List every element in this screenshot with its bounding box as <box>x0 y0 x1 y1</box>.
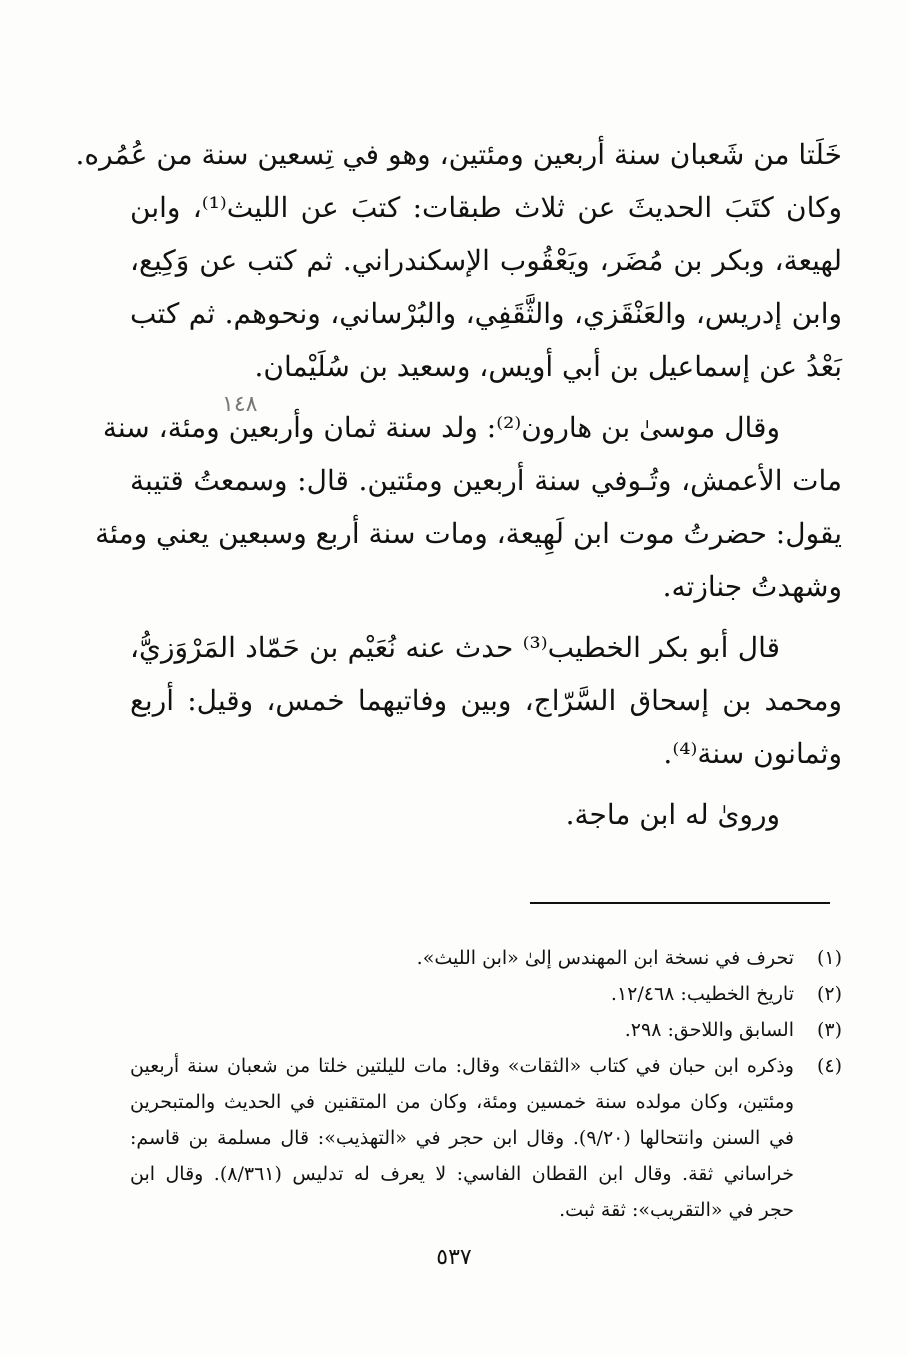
footnote-line: تحرف في نسخة ابن المهندس إلىٰ «ابن الليث». <box>416 947 794 969</box>
footnote-line: تاريخ الخطيب: ١٢/٤٦٨. <box>610 983 794 1005</box>
text-line: وكان كتَبَ الحديثَ عن ثلاث طبقات: كتبَ عن الليث⁽¹⁾، وابن <box>130 191 842 224</box>
footnote-text <box>130 1048 794 1228</box>
footnote-line: حجر في «التقريب»: ثقة ثبت. <box>559 1199 794 1221</box>
text-line: خَلَتا من شَعبان سنة أربعين ومئتين، وهو في تِسعين سنة من عُمُره. <box>75 138 842 171</box>
text-line: قال أبو بكر الخطيب⁽³⁾ حدث عنه نُعَيْم بن حَمّاد المَرْوَزيُّ، <box>130 631 780 664</box>
footnote-line: السابق واللاحق: ٢٩٨. <box>624 1019 794 1041</box>
footnote-number: (٢) <box>816 983 842 1005</box>
page-number: ٥٣٧ <box>436 1245 472 1270</box>
footnote-line: في السنن وانتحالها (٩/٢٠). وقال ابن حجر في «التهذيب»: قال مسلمة بن قاسم: <box>130 1127 794 1149</box>
footnote-text <box>130 940 794 976</box>
text-line: بَعْدُ عن إسماعيل بن أبي أويس، وسعيد بن سُلَيْمان. <box>254 350 842 383</box>
main-text-body <box>75 128 842 841</box>
footnote-item <box>130 1012 842 1048</box>
footnote-number: (٤) <box>816 1055 842 1077</box>
text-line: وابن إدريس، والعَنْقَزي، والثَّقَفِي، والبُرْساني، ونحوهم. ثم كتب <box>130 297 842 330</box>
text-line: وقال موسىٰ بن هارون⁽²⁾: ولد سنة ثمان وأربعين ومئة، سنة <box>102 411 780 444</box>
text-line: مات الأعمش، وتُـوفي سنة أربعين ومئتين. قال: وسمعتُ قتيبة <box>130 464 842 497</box>
text-line: وشهدتُ جنازته. <box>662 570 842 603</box>
handwritten-margin-note: ١٤٨ <box>222 392 258 417</box>
footnote-line: وذكره ابن حبان في كتاب «الثقات» وقال: مات لليلتين خلتا من شعبان سنة أربعين <box>130 1055 794 1077</box>
footnote-separator <box>530 902 830 904</box>
text-line: وثمانون سنة⁽⁴⁾. <box>663 737 842 770</box>
footnote-line: خراساني ثقة. وقال ابن القطان الفاسي: لا يعرف له تدليس (٨/٣٦١). وقال ابن <box>130 1163 794 1185</box>
footnote-number: (٣) <box>816 1019 842 1041</box>
footnote-text <box>130 976 794 1012</box>
footnote-text <box>130 1012 794 1048</box>
footnote-item <box>130 940 842 976</box>
footnote-number: (١) <box>816 947 842 969</box>
footnotes-section <box>130 940 842 1228</box>
footnote-line: ومئتين، وكان مولده سنة خمسين ومئة، وكان من المتقنين في الحديث والمتبحرين <box>130 1091 794 1113</box>
text-line: لهيعة، وبكر بن مُضَر، ويَعْقُوب الإسكندراني. ثم كتب عن وَكِيع، <box>130 244 842 277</box>
text-line: ومحمد بن إسحاق السَّرّاج، وبين وفاتيهما خمس، وقيل: أربع <box>130 684 842 717</box>
footnote-item <box>130 1048 842 1228</box>
footnote-item <box>130 976 842 1012</box>
text-line: وروىٰ له ابن ماجة. <box>565 798 780 831</box>
text-line: يقول: حضرتُ موت ابن لَهِيعة، ومات سنة أربع وسبعين يعني ومئة <box>95 517 842 550</box>
